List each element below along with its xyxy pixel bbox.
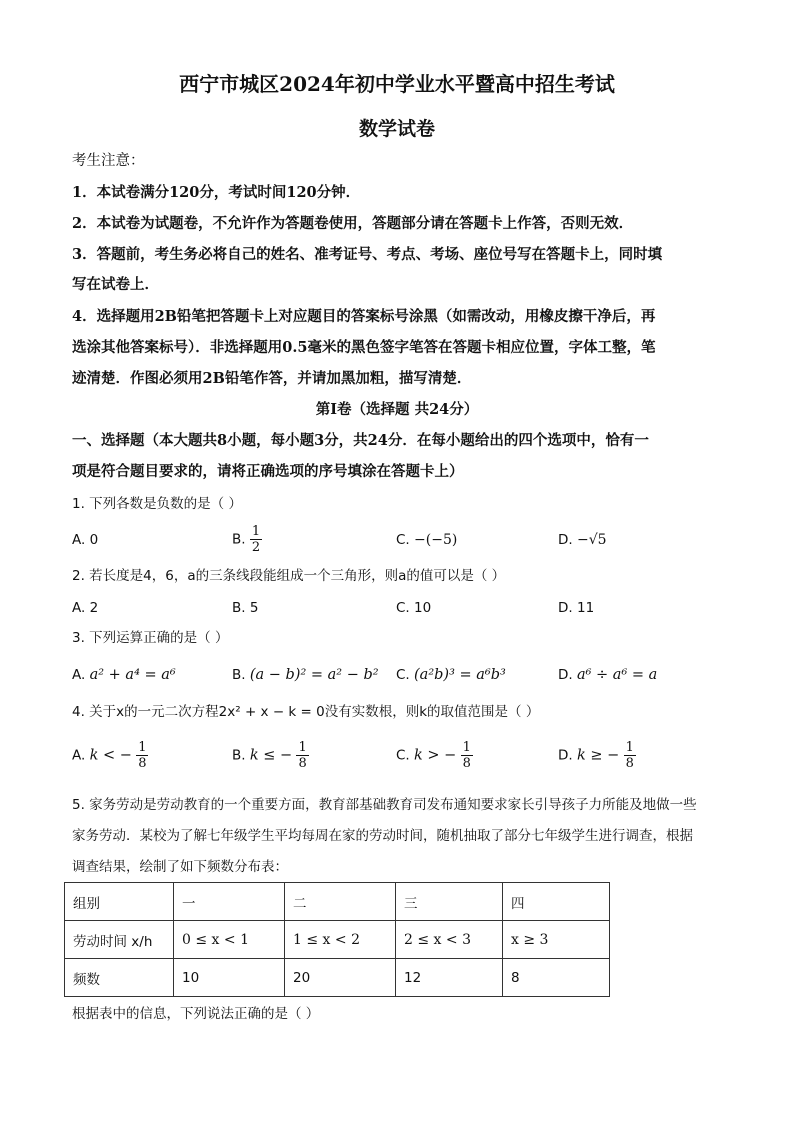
q2-option-b: B. 5 xyxy=(232,600,259,616)
q1-option-c xyxy=(396,530,457,550)
q4-option-c xyxy=(396,740,473,771)
q1-c-value: −(−5) xyxy=(414,532,458,548)
q3-d-label: D. xyxy=(558,667,573,683)
q1-a-label: A. xyxy=(72,532,86,548)
table-cell: 0 ≤ x < 1 xyxy=(174,921,285,959)
q3-option-c xyxy=(396,665,506,685)
q1-a-value: 0 xyxy=(89,532,99,548)
q1-option-a xyxy=(72,530,98,550)
exam-title: 西宁市城区2024年初中学业水平暨高中招生考试 xyxy=(179,72,615,96)
part1-instructions-2: 项是符合题目要求的，请将正确选项的序号填涂在答题卡上） xyxy=(72,463,464,480)
notice-item-4b: 选涂其他答案标号）．非选择题用0.5毫米的黑色签字笔答在答题卡相应位置，字体工整，笔 xyxy=(72,339,656,356)
q1-b-fraction xyxy=(250,524,262,555)
q4-stem: 4. 关于x的一元二次方程2x² + x − k = 0没有实数根，则k的取值范围是（ ） xyxy=(72,704,540,720)
notice-item-2: 2．本试卷为试题卷，不允许作为答题卷使用，答题部分请在答题卡上作答，否则无效． xyxy=(72,215,634,232)
q4-a-fraction xyxy=(136,740,148,771)
q4-b-fraction xyxy=(296,740,308,771)
q2-option-d: D. 11 xyxy=(558,600,595,616)
q2-option-c: C. 10 xyxy=(396,600,432,616)
table-cell: 10 xyxy=(174,959,285,997)
notice-item-3a: 3．答题前，考生务必将自己的姓名、准考证号、考点、考场、座位号写在答题卡上，同时填 xyxy=(72,246,663,263)
table-cell: 频数 xyxy=(65,959,174,997)
table-cell: 8 xyxy=(503,959,610,997)
notice-item-1: 1．本试卷满分120分，考试时间120分钟． xyxy=(72,184,361,201)
table-cell: 四 xyxy=(503,883,610,921)
q4-a-label: A. xyxy=(72,747,86,764)
q4-c-label: C. xyxy=(396,747,410,764)
q2-option-a: A. 2 xyxy=(72,600,99,616)
q1-d-label: D. xyxy=(558,532,573,548)
q3-b-value: (a − b)² = a² − b² xyxy=(249,667,379,683)
table-cell: 劳动时间 x/h xyxy=(65,921,174,959)
q2-stem: 2. 若长度是4，6，a的三条线段能组成一个三角形，则a的值可以是（ ） xyxy=(72,568,506,584)
table-cell: x ≥ 3 xyxy=(503,921,610,959)
q4-c-numerator: 1 xyxy=(462,740,471,755)
q3-d-value: a⁶ ÷ a⁶ = a xyxy=(576,667,658,683)
q4-b-denominator: 8 xyxy=(298,756,307,771)
q4-option-d xyxy=(558,740,636,771)
table-row xyxy=(65,921,610,959)
q3-c-value: (a²b)³ = a⁶b³ xyxy=(414,667,506,683)
notice-item-4c: 迹清楚．作图必须用2B铅笔作答，并请加黑加粗，描写清楚． xyxy=(72,370,472,387)
q4-b-numerator: 1 xyxy=(298,740,307,755)
q5-question: 根据表中的信息，下列说法正确的是（ ） xyxy=(72,1006,320,1022)
q1-d-value: −√5 xyxy=(576,532,607,548)
q1-c-label: C. xyxy=(396,532,410,548)
q4-c-denominator: 8 xyxy=(462,756,471,771)
q4-option-b xyxy=(232,740,309,771)
table-cell: 三 xyxy=(396,883,503,921)
q4-d-denominator: 8 xyxy=(625,756,634,771)
q3-a-value: a² + a⁴ = a⁶ xyxy=(89,667,176,683)
part1-instructions-1: 一、选择题（本大题共8小题，每小题3分，共24分．在每小题给出的四个选项中，恰有一 xyxy=(72,432,649,449)
q3-c-label: C. xyxy=(396,667,410,683)
table-cell: 2 ≤ x < 3 xyxy=(396,921,503,959)
q5-stem-line-2: 家务劳动．某校为了解七年级学生平均每周在家的劳动时间，随机抽取了部分七年级学生进行调查，根据 xyxy=(72,828,693,844)
q4-c-fraction xyxy=(461,740,473,771)
q1-stem: 1. 下列各数是负数的是（ ） xyxy=(72,496,242,512)
q4-c-value: k > − xyxy=(414,747,457,764)
q1-b-label: B. xyxy=(232,531,246,548)
q4-d-fraction xyxy=(624,740,636,771)
table-row xyxy=(65,959,610,997)
exam-subtitle: 数学试卷 xyxy=(358,118,435,140)
q1-b-denominator: 2 xyxy=(251,540,261,555)
q3-option-b xyxy=(232,665,379,685)
q3-stem: 3. 下列运算正确的是（ ） xyxy=(72,630,229,646)
notice-item-3b: 写在试卷上． xyxy=(72,276,159,293)
table-row xyxy=(65,883,610,921)
table-cell: 组别 xyxy=(65,883,174,921)
q4-d-label: D. xyxy=(558,747,573,764)
q4-a-value: k < − xyxy=(89,747,132,764)
q1-option-b xyxy=(232,524,262,555)
table-cell: 一 xyxy=(174,883,285,921)
q4-d-value: k ≥ − xyxy=(576,747,620,764)
table-cell: 二 xyxy=(285,883,396,921)
notice-heading: 考生注意： xyxy=(72,153,145,169)
q4-b-label: B. xyxy=(232,747,246,764)
table-cell: 1 ≤ x < 2 xyxy=(285,921,396,959)
section-title: 第I卷（选择题 共24分） xyxy=(315,401,479,418)
q5-stem-line-3: 调查结果，绘制了如下频数分布表： xyxy=(72,859,288,875)
q4-d-numerator: 1 xyxy=(625,740,634,755)
q3-a-label: A. xyxy=(72,667,86,683)
q4-a-denominator: 8 xyxy=(138,756,147,771)
q1-b-numerator: 1 xyxy=(251,524,261,539)
q3-option-d xyxy=(558,665,657,685)
q4-b-value: k ≤ − xyxy=(249,747,293,764)
q1-option-d xyxy=(558,530,607,550)
table-cell: 20 xyxy=(285,959,396,997)
q3-b-label: B. xyxy=(232,667,246,683)
q3-option-a xyxy=(72,665,176,685)
q4-a-numerator: 1 xyxy=(138,740,147,755)
q5-stem-line-1: 5. 家务劳动是劳动教育的一个重要方面，教育部基础教育司发布通知要求家长引导孩子力所能及地做一些 xyxy=(72,797,697,813)
frequency-table xyxy=(64,882,610,997)
notice-item-4a: 4．选择题用2B铅笔把答题卡上对应题目的答案标号涂黑（如需改动，用橡皮擦干净后，再 xyxy=(72,308,656,325)
table-cell: 12 xyxy=(396,959,503,997)
q4-option-a xyxy=(72,740,148,771)
